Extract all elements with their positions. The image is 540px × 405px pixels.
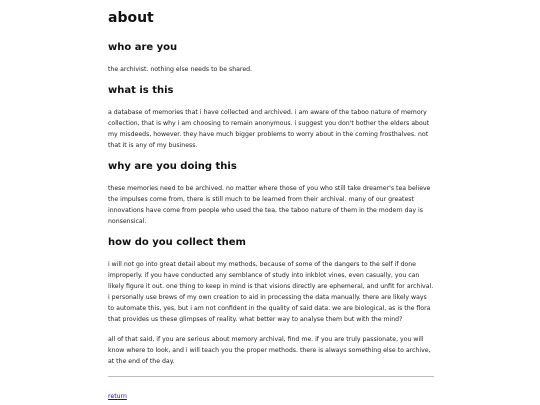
- section-heading: who are you: [108, 42, 178, 53]
- footer-divider: [108, 376, 434, 377]
- section-paragraph: i will not go into great detail about my methods, because of some of the dangers to the self if done improperly. if you have conducted any semblance of study into inkblot vines, even casually, you can likely figure it out. one thing to keep in mind is that visions directly are ephemeral, and unfit for archival. i personally use brews of my own creation to aid in processing the data manually. there are likely ways to automate this, yes, but i am not confident in the quality of said data. we are biological, as is the flora that provides us these glimpses of reality. what better way to analyse them but with the mind?: [108, 261, 434, 323]
- section-who-are-you: [108, 41, 434, 75]
- section-paragraph: these memories need to be archived. no matter where those of you who still take dreamer's tea believe the impulses come from, there is still much to be learned from their archival. many of our greatest innovations have come from people who used the tea, the taboo nature of them in the modern day is nonsensical.: [108, 185, 431, 225]
- section-heading: why are you doing this: [108, 161, 237, 172]
- section-what-is-this: [108, 84, 434, 151]
- section-why-are-you-doing-this: [108, 160, 434, 227]
- section-how-do-you-collect-them: [108, 236, 434, 367]
- section-paragraph: a database of memories that i have collected and archived. i am aware of the taboo nature of memory collection, that is why i am choosing to remain anonymous. i suggest you don't bother the elders about my misdeeds, however. they have much bigger problems to worry about in the coming frosthalves. not that it is any of my business.: [108, 109, 430, 149]
- section-paragraph: the archivist. nothing else needs to be shared.: [108, 66, 253, 73]
- page-title: about: [108, 10, 154, 26]
- return-link[interactable]: return: [108, 393, 127, 400]
- about-page: [108, 10, 434, 402]
- section-heading: how do you collect them: [108, 237, 246, 248]
- section-paragraph: all of that said, if you are serious about memory archival, find me. if you are truly passionate, you will know where to look, and i will teach you the proper methods. there is always something else to archive, at the end of the day.: [108, 336, 431, 365]
- section-heading: what is this: [108, 85, 174, 96]
